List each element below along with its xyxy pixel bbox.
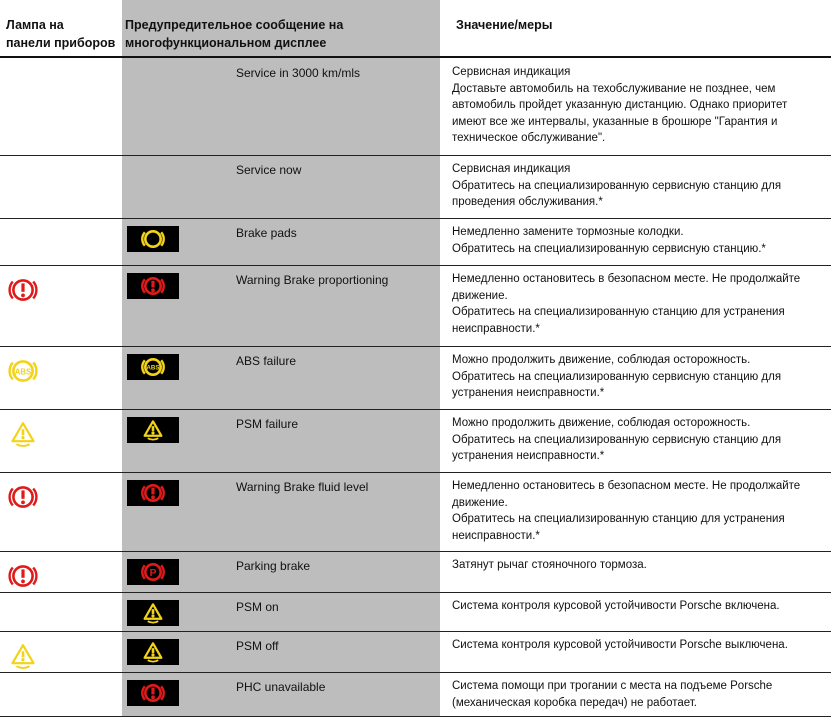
brake-pads-icon [127, 226, 179, 252]
svg-text:P: P [149, 567, 157, 579]
svg-text:ABS: ABS [146, 364, 160, 372]
meaning-text [452, 415, 824, 465]
meaning-text [452, 598, 824, 615]
header-message-line1: Предупредительное сообщение на [125, 18, 344, 32]
psm-warning-lamp-icon [6, 417, 40, 451]
meaning-line: Обратитесь на специализированную сервисную станцию.* [452, 242, 766, 255]
meaning-text [452, 557, 824, 574]
meaning-text [452, 224, 824, 257]
meaning-line: Можно продолжить движение, соблюдая осторожность. [452, 417, 751, 429]
table-row [0, 631, 831, 672]
table-row [0, 472, 831, 551]
table-row [0, 218, 831, 265]
meaning-text [452, 352, 824, 402]
meaning-line: Система помощи при трогании с места на подъеме Porsche (механическая коробка передач) не работает. [452, 680, 773, 709]
row-divider [0, 716, 831, 717]
table-row [0, 155, 831, 218]
display-message: Service in 3000 km/mls [236, 66, 361, 80]
header-meaning: Значение/меры [456, 18, 553, 32]
meaning-line: Система контроля курсовой устойчивости Porsche включена. [452, 600, 780, 612]
meaning-line: Обратитесь на специализированную сервисную станцию для устранения неисправности.* [452, 433, 782, 463]
brake-warning-lamp-icon [6, 480, 40, 514]
display-message: Warning Brake fluid level [236, 480, 369, 494]
display-message: PSM on [236, 600, 279, 614]
meaning-text [452, 478, 824, 544]
meaning-line: Немедленно остановитесь в безопасном месте. Не продолжайте движение. [452, 480, 801, 509]
psm-icon [127, 600, 179, 626]
parking-brake-icon [127, 559, 179, 585]
meaning-line: Обратитесь на специализированную сервисную станцию для проведения обслуживания.* [452, 179, 782, 209]
meaning-line: Сервисная индикация [452, 163, 571, 175]
meaning-line: Можно продолжить движение, соблюдая осторожность. [452, 354, 751, 366]
meaning-line: Сервисная индикация [452, 66, 571, 78]
display-message: PHC unavailable [236, 680, 326, 694]
abs-icon [127, 354, 179, 380]
display-message: Brake pads [236, 226, 297, 240]
psm-icon [127, 417, 179, 443]
brake-warning-icon [127, 480, 179, 506]
table-row [0, 551, 831, 592]
table-row [0, 409, 831, 472]
table-row [0, 346, 831, 409]
brake-warning-lamp-icon [6, 559, 40, 593]
table-row [0, 265, 831, 346]
meaning-text [452, 271, 824, 337]
brake-warning-icon [127, 680, 179, 706]
meaning-line: Система контроля курсовой устойчивости Porsche выключена. [452, 639, 788, 651]
meaning-text [452, 637, 824, 654]
display-message: ABS failure [236, 354, 297, 368]
abs-lamp-icon [6, 354, 40, 388]
meaning-line: Обратитесь на специализированную станцию для устранения неисправности.* [452, 513, 785, 542]
meaning-line: Немедленно замените тормозные колодки. [452, 226, 684, 238]
brake-warning-icon [127, 273, 179, 299]
header-message-line2: многофункциональном дисплее [125, 36, 327, 50]
table-row [0, 672, 831, 716]
psm-warning-lamp-icon [6, 639, 40, 673]
display-message: Parking brake [236, 559, 311, 573]
svg-text:ABS: ABS [14, 367, 32, 377]
table-row [0, 592, 831, 631]
display-message: Warning Brake proportioning [236, 273, 389, 287]
meaning-line: Немедленно остановитесь в безопасном месте. Не продолжайте движение. [452, 273, 801, 302]
header-message [125, 16, 435, 52]
meaning-line: Доставьте автомобиль на техобслуживание не позднее, чем автомобиль пройдет указанную дистанцию. Однако приоритет имеют все же интервалы, указанные в брошюре "Гарантия и техническое обслуживание". [452, 82, 788, 145]
meaning-line: Затянут рычаг стояночного тормоза. [452, 559, 647, 571]
table-row [0, 58, 831, 155]
display-message: PSM off [236, 639, 279, 653]
meaning-line: Обратитесь на специализированную станцию для устранения неисправности.* [452, 306, 785, 335]
meaning-line: Обратитесь на специализированную сервисную станцию для устранения неисправности.* [452, 370, 782, 400]
psm-icon [127, 639, 179, 665]
brake-warning-lamp-icon [6, 273, 40, 307]
display-message: PSM failure [236, 417, 299, 431]
header-lamp-line1: Лампа на [6, 18, 64, 32]
meaning-text [452, 64, 824, 147]
header-lamp-line2: панели приборов [6, 36, 116, 50]
header-lamp [6, 16, 122, 52]
meaning-text [452, 678, 824, 711]
meaning-text [452, 161, 824, 211]
display-message: Service now [236, 163, 302, 177]
